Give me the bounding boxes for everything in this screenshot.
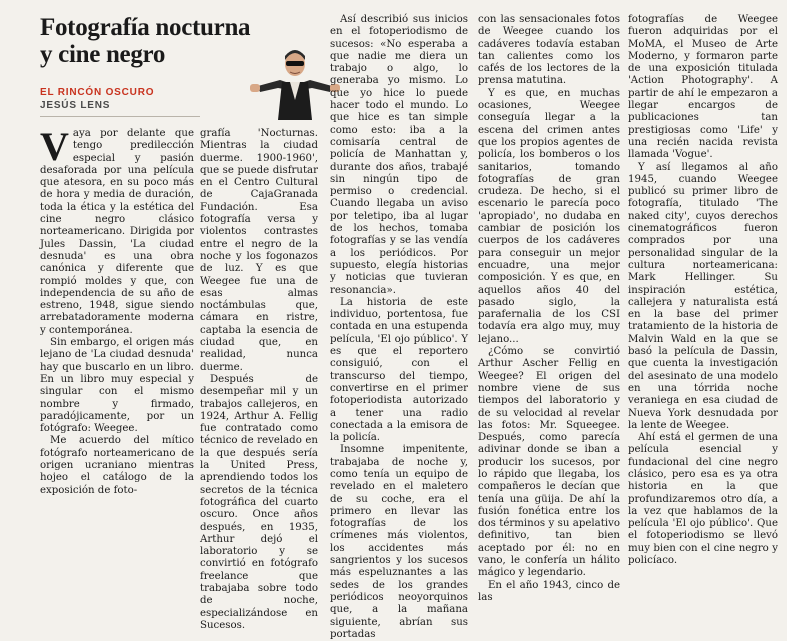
article-column-4 bbox=[478, 14, 620, 604]
paragraph-13: fotografías de Weegee fueron adquiridas por el MoMA, el Museo de Arte Moderno, y formaron parte de una exposición titulada 'Action Photography'. A partir de ahí le empezaron a llegar encargos de publicaciones tan prestigiosas como 'Life' y una recién nacida revista llamada 'Vogue'. bbox=[628, 14, 778, 161]
paragraph-5: Después de desempeñar mil y un trabajos callejeros, en 1924, Arthur A. Fellig fue contratado como técnico de revelado en la que después sería la United Press, aprendiendo todos los secretos de la técnica fotográfica del cuarto oscuro. Once años después, en 1935, Arthur dejó el laboratorio y se convirtió en fotógrafo freelance que trabajaba sobre todo de noche, especializándose en Sucesos. bbox=[200, 373, 318, 631]
paragraph-4: grafía 'Nocturnas. Mientras la ciudad duerme. 1900-1960', que se puede disfrutar en el Centro Cultural de CajaGranada Fundación. Esa fotografía versa y violentos contrastes entre el negro de la noche y los fogonazos de luz. Y es que Weegee fue una de esas almas noctámbulas que, cámara en ristre, captaba la esencia de ciudad que, en realidad, nunca duerme. bbox=[200, 128, 318, 373]
headline-line-1: Fotografía nocturna bbox=[40, 14, 251, 41]
paragraph-text: aya por delante que tengo predilección especial y pasión desaforada por una película que atesora, en su poco más de hora y media de duración, toda la ética y la estética del cine negro clásico norteamericano. Dirigida por Jules Dassin, 'La ciudad desnuda' es una obra canónica y diferente que rompió moldes y que, con independencia de su año de estreno, 1948, sigue siendo arrebatadoramente moderna y contemporánea. bbox=[40, 128, 194, 336]
paragraph-8: Insomne impenitente, trabajaba de noche y, como tenía un equipo de revelado en el maletero de su coche, era el primero en llevar las fotografías de los crímenes más violentos, los accidentes más sangrientos y los sucesos más espeluznantes a las sedes de los grandes periódicos neoyorquinos que, a la mañana siguiente, abrían sus portadas bbox=[330, 444, 468, 640]
article-column-2 bbox=[200, 128, 318, 632]
paragraph-3: Me acuerdo del mítico fotógrafo norteamericano de origen ucraniano mientras hojeo el catálogo de la exposición de foto- bbox=[40, 435, 194, 496]
paragraph-6: Así describió sus inicios en el fotoperiodismo de sucesos: «No esperaba a que nadie me diera un trabajo o algo, lo generaba yo mismo. Lo que yo hice lo puede hacer todo el mundo. Lo que hice es tan simple como esto: iba a la comisaría central de policía de Manhattan y, durante dos años, trabajé sin ningún tipo de permiso o credencial. Cuando llegaba un aviso por teletipo, iba al lugar de los hechos, tomaba fotografías y se las vendía a los periódicos. Por supuesto, elegía historias y noticias que tuvieran resonancia». bbox=[330, 14, 468, 296]
drop-cap: V bbox=[40, 124, 69, 169]
headline-line-2: y cine negro bbox=[40, 41, 166, 68]
paragraph-9: con las sensacionales fotos de Weegee cuando los cadáveres todavía estaban tan calientes como los cafés de los lectores de la prensa matutina. bbox=[478, 14, 620, 87]
article-column-5 bbox=[628, 14, 778, 567]
portrait-figure bbox=[250, 50, 340, 120]
section-label: EL RINCÓN OSCURO bbox=[40, 87, 155, 98]
article-column-1 bbox=[40, 124, 194, 497]
article-column-3 bbox=[330, 14, 468, 641]
paragraph-15: Ahí está el germen de una película esencial y fundacional del cine negro clásico, pero esa es ya otra historia en la que profundizaremos otro día, a la vez que hablamos de la película 'El ojo público'. Que el fotoperiodismo se llevó muy bien con el cine negro y policíaco. bbox=[628, 432, 778, 567]
paragraph-11: ¿Cómo se convirtió Arthur Ascher Fellig en Weegee? El origen del nombre viene de sus tiempos del laboratorio y de su velocidad al revelar las fotos: Mr. Squeegee. Después, como parecía adivinar donde se iban a producir los sucesos, por lo rápido que llegaba, los compañeros le decían que tenía una güija. De ahí la fusión fonética entre los dos términos y su apelativo definitivo, tan bien aceptado por él: no en vano, le confería un hálito mágico y legendario. bbox=[478, 346, 620, 579]
paragraph-14: Y así llegamos al año 1945, cuando Weegee publicó su primer libro de fotografía, titulado 'The naked city', cuyos derechos cinematográficos fueron comprados por una personalidad singular de la cultura norteamericana: Mark Hellinger. Su inspiración estética, callejera y naturalista está en la base del primer tratamiento de la historia de Malvin Wald en la que se basó la película de Dassin, que cuenta la investigación del asesinato de una modelo en una tórrida noche veraniega en esa ciudad de Nueva York desnudada por la lente de Weegee. bbox=[628, 161, 778, 431]
headline bbox=[40, 14, 270, 68]
paragraph-1 bbox=[40, 124, 194, 337]
byline-divider bbox=[40, 116, 200, 117]
paragraph-7: La historia de este individuo, portentosa, fue contada en una estupenda película, 'El ojo público'. Y es que el reportero consiguió, con el transcurso del tiempo, convertirse en el primer fotoperiodista autorizado a tener una radio conectada a la emisora de la policía. bbox=[330, 296, 468, 444]
author-byline: JESÚS LENS bbox=[40, 100, 111, 111]
paragraph-2: Sin embargo, el origen más lejano de 'La ciudad desnuda' hay que buscarlo en un libro. En un libro muy especial y singular con el mismo nombre y firmado, paradójicamente, por un fotógrafo: Weegee. bbox=[40, 337, 194, 435]
paragraph-10: Y es que, en muchas ocasiones, Weegee conseguía llegar a la escena del crimen antes que los propios agentes de policía, los bomberos o los sanitarios, tomando fotografías de gran crudeza. De hecho, si el escenario le parecía poco 'apropiado', no dudaba en cambiar de posición los cuerpos de los cadáveres para conseguir un mejor encuadre, una mejor composición. Y es que, en aquellos años 40 del pasado siglo, la parafernalia de los CSI todavía era algo muy, muy lejano... bbox=[478, 87, 620, 345]
paragraph-12: En el año 1943, cinco de las bbox=[478, 579, 620, 603]
